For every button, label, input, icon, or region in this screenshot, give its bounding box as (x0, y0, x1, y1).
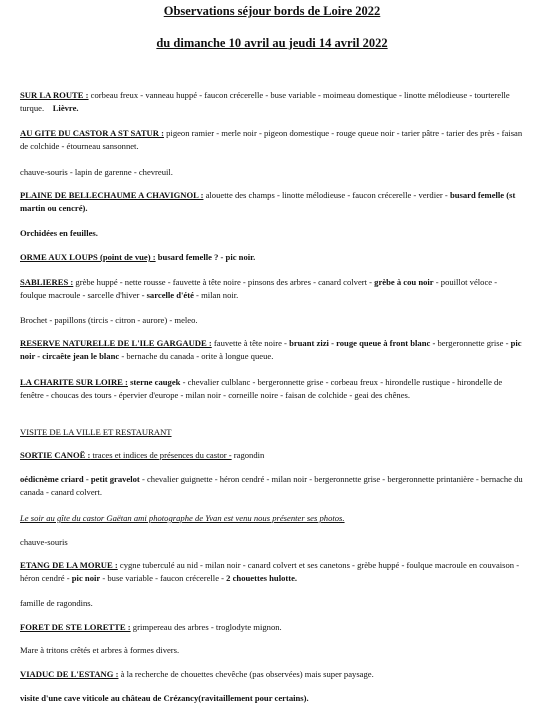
orchidees-note: Orchidées en feuilles. (20, 228, 98, 238)
document-subtitle: du dimanche 10 avril au jeudi 14 avril 2022 (156, 36, 388, 50)
gite-mammals: chauve-souris - lapin de garenne - chevreuil. (20, 167, 173, 177)
section-charite: LA CHARITE SUR LOIRE : sterne caugek - chevalier culblanc - bergeronnette grise - corbeau freux - hirondelle rustique - hirondelle de fenêtre - choucas des tours - épervier d'europe - milan noir - corneille noire - faisan de colchide - geai des chênes. (20, 377, 503, 400)
section-orme: ORME AUX LOUPS (point de vue) : busard femelle ? - pic noir. (20, 252, 256, 262)
section-heading: RESERVE NATURELLE DE L'ILE GARGAUDE : (20, 338, 212, 348)
section-gite: AU GITE DU CASTOR A ST SATUR : pigeon ramier - merle noir - pigeon domestique - rouge queue noir - tarier pâtre - tarier des près - faisan de colchide - étourneau sansonnet. (20, 128, 523, 151)
visite-heading: VISITE DE LA VILLE ET RESTAURANT (20, 427, 172, 437)
cave-note: visite d'une cave viticole au château de Crézancy(ravitaillement pour certains). (20, 693, 309, 703)
mare-note: Mare à tritons crêtés et arbres à formes divers. (20, 645, 180, 655)
section-foret: FORET DE STE LORETTE : grimpereau des arbres - troglodyte mignon. (20, 622, 282, 632)
section-viaduc: VIADUC DE L'ESTANG : à la recherche de chouettes chevêche (pas observées) mais super paysage. (20, 669, 374, 679)
section-heading: VIADUC DE L'ESTANG : (20, 669, 119, 679)
canoe-birds: oédicnème criard - petit gravelot - chevalier guignette - héron cendré - milan noir - bergeronnette grise - bergeronnette printanière - bernache du canada - canard colvert. (20, 474, 523, 497)
soir-note: Le soir au gîte du castor Gaëtan ami photographe de Yvan est venu nous présenter ses photos. (20, 513, 345, 523)
sablieres-other: Brochet - papillons (tircis - citron - aurore) - meleo. (20, 315, 198, 325)
section-heading: ORME AUX LOUPS (point de vue) : (20, 252, 156, 262)
section-heading: ETANG DE LA MORUE : (20, 560, 118, 570)
section-heading: FORET DE STE LORETTE : (20, 622, 131, 632)
section-heading: SABLIERES : (20, 277, 74, 287)
section-reserve: RESERVE NATURELLE DE L'ILE GARGAUDE : fauvette à tête noire - bruant zizi - rouge queue à front blanc - bergeronnette grise - pic noir - circaête jean le blanc - bernache du canada - orite à longue queue. (20, 338, 522, 361)
section-heading: SUR LA ROUTE : (20, 90, 89, 100)
section-heading: AU GITE DU CASTOR A ST SATUR : (20, 128, 164, 138)
section-heading: PLAINE DE BELLECHAUME A CHAVIGNOL : (20, 190, 204, 200)
document-title: Observations séjour bords de Loire 2022 (163, 4, 381, 18)
section-canoe: SORTIE CANOË : traces et indices de présences du castor - ragondin (20, 450, 265, 460)
etang-mammals: famille de ragondins. (20, 598, 93, 608)
section-etang: ETANG DE LA MORUE : cygne tuberculé au nid - milan noir - canard colvert et ses canetons - grèbe huppé - foulque macroule en couvaison - héron cendré - pic noir - buse variable - faucon crécerelle - 2 chouettes hulotte. (20, 560, 520, 583)
soir-mammals: chauve-souris (20, 537, 68, 547)
section-route: SUR LA ROUTE : corbeau freux - vanneau huppé - faucon crécerelle - buse variable - moimeau domestique - linotte mélodieuse - tourterelle turque. Lièvre. (20, 90, 510, 113)
section-heading: SORTIE CANOË : (20, 450, 91, 460)
section-heading: LA CHARITE SUR LOIRE : (20, 377, 128, 387)
section-sablieres: SABLIERES : grèbe huppé - nette rousse - fauvette à tête noire - pinsons des arbres - canard colvert - grèbe à cou noir - pouillot véloce - foulque macroule - sarcelle d'hiver - sarcelle d'été - milan noir. (20, 277, 498, 300)
section-plaine: PLAINE DE BELLECHAUME A CHAVIGNOL : alouette des champs - linotte mélodieuse - faucon crécerelle - verdier - busard femelle (st martin ou cencré). (20, 190, 516, 213)
